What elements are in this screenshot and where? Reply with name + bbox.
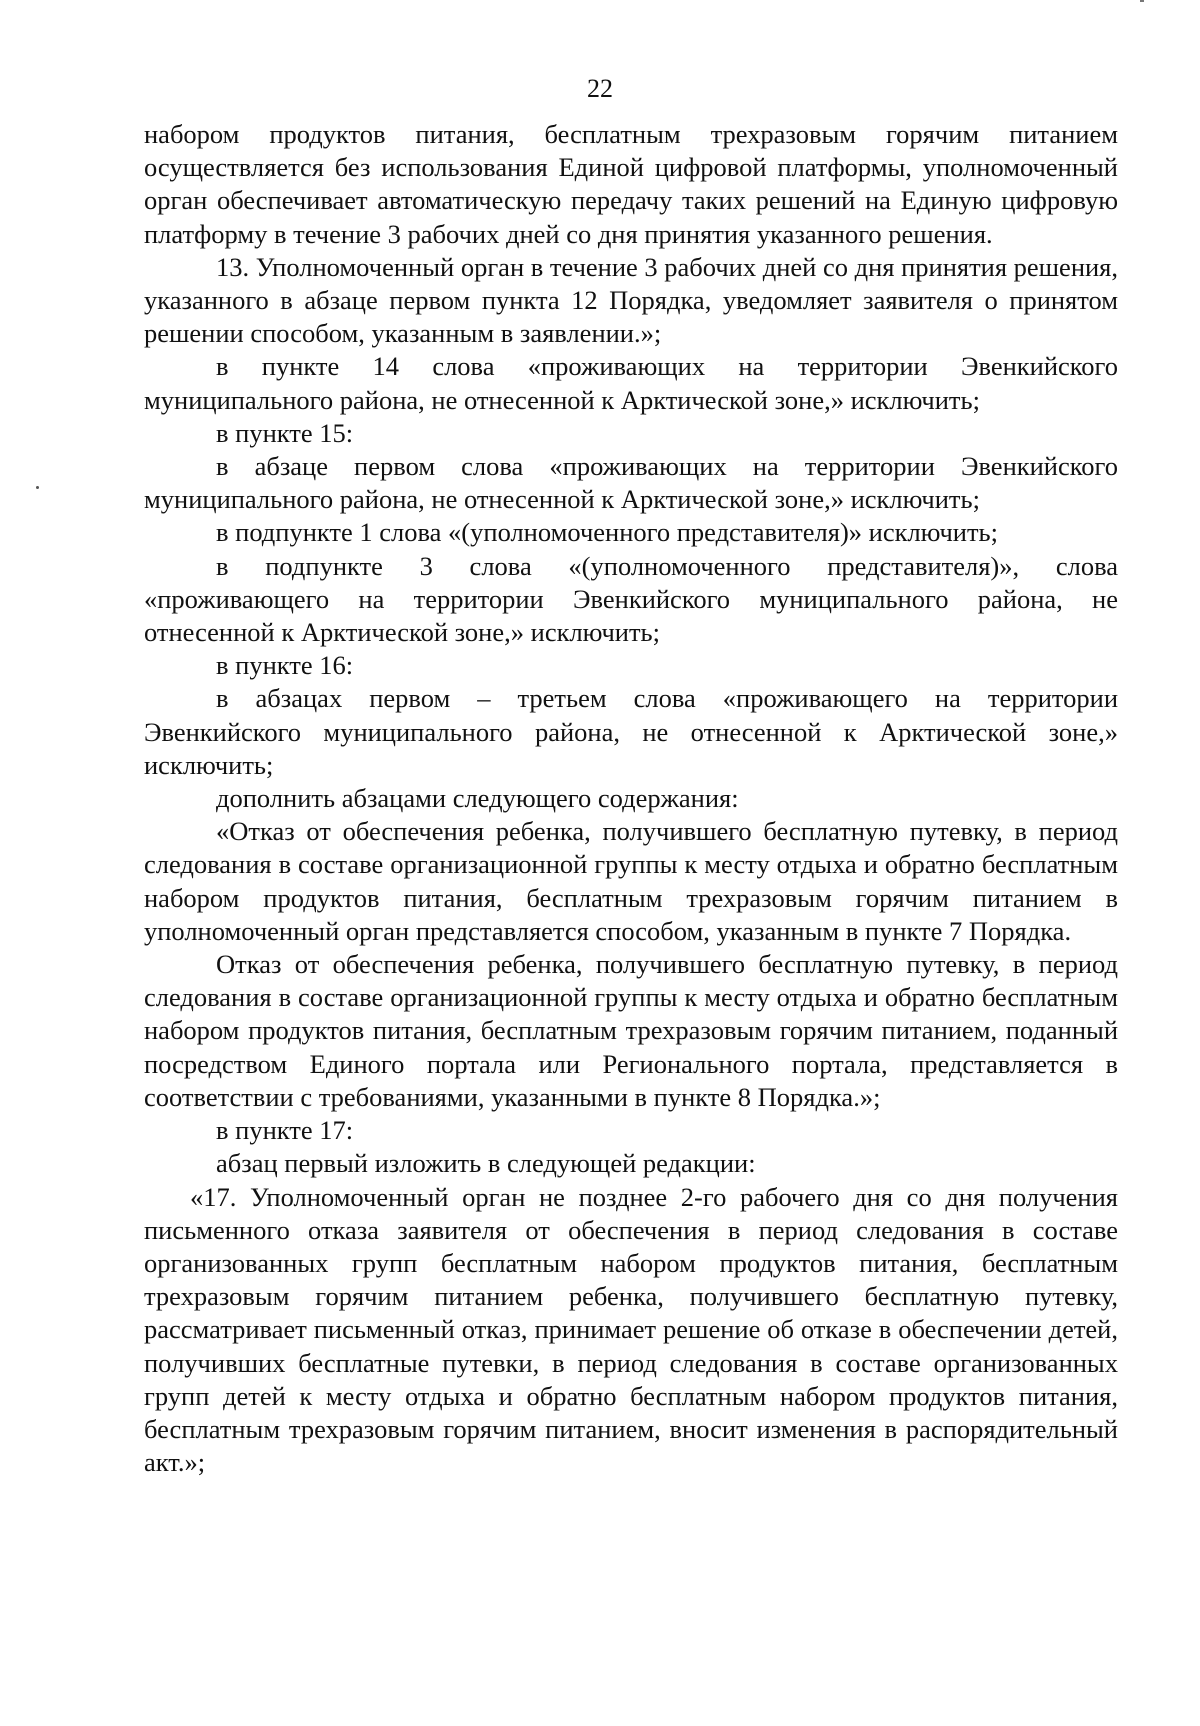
paragraph: в подпункте 3 слова «(уполномоченного представителя)», слова «проживающего на территории Эвенкийского муниципального района, не отнесенной к Арктической зоне,» исключить; [144, 550, 1118, 648]
paragraph: в абзаце первом слова «проживающих на территории Эвенкийского муниципального района, не отнесенной к Арктической зоне,» исключить; [144, 451, 1118, 515]
paragraph: Отказ от обеспечения ребенка, получившего бесплатную путевку, в период следования в составе организационной группы к месту отдыха и обратно бесплатным набором продуктов питания, бесплатным трехразовым горячим питанием, поданный посредством Единого портала или Регионального портала, представляется в соответствии с требованиями, указанными в пункте 8 Порядка.»; [144, 949, 1118, 1112]
paragraph: в пункте 15: [216, 417, 354, 448]
document-body [144, 118, 1118, 1479]
paragraph: в пункте 16: [216, 650, 354, 681]
paragraph: 13. Уполномоченный орган в течение 3 рабочих дней со дня принятия решения, указанного в абзаце первом пункта 12 Порядка, уведомляет заявителя о принятом решении способом, указанным в заявлении.»; [144, 251, 1118, 349]
paragraph: в подпункте 1 слова «(уполномоченного представителя)» исключить; [216, 517, 999, 548]
paragraph: в пункте 14 слова «проживающих на территории Эвенкийского муниципального района, не отнесенной к Арктической зоне,» исключить; [144, 351, 1118, 415]
paragraph: в абзацах первом – третьем слова «проживающего на территории Эвенкийского муниципального района, не отнесенной к Арктической зоне,» исключить; [144, 683, 1118, 780]
paragraph: дополнить абзацами следующего содержания: [216, 783, 739, 814]
paragraph: «Отказ от обеспечения ребенка, получившего бесплатную путевку, в период следования в составе организационной группы к месту отдыха и обратно бесплатным набором продуктов питания, бесплатным трехразовым горячим питанием в уполномоченный орган представляется способом, указанным в пункте 7 Порядка. [144, 816, 1118, 946]
paragraph: в пункте 17: [216, 1115, 354, 1146]
scan-artifact-mark [1140, 0, 1144, 2]
paragraph: «17. Уполномоченный орган не позднее 2-го рабочего дня со дня получения письменного отказа заявителя от обеспечения в период следования в составе организованных групп бесплатным набором продуктов питания, бесплатным трехразовым горячим питанием ребенка, получившего бесплатную путевку, рассматривает письменный отказ, принимает решение об отказе в обеспечении детей, получивших бесплатные путевки, в период следования в составе организованных групп детей к месту отдыха и обратно бесплатным набором продуктов питания, бесплатным трехразовым горячим питанием, вносит изменения в распорядительный акт.»; [144, 1181, 1118, 1478]
page-number: 22 [587, 74, 613, 103]
paragraph: абзац первый изложить в следующей редакции: [216, 1148, 756, 1179]
scan-artifact-dot [36, 486, 39, 489]
paragraph: набором продуктов питания, бесплатным трехразовым горячим питанием осуществляется без использования Единой цифровой платформы, уполномоченный орган обеспечивает автоматическую передачу таких решений на Единую цифровую платформу в течение 3 рабочих дней со дня принятия указанного решения. [144, 119, 1118, 249]
